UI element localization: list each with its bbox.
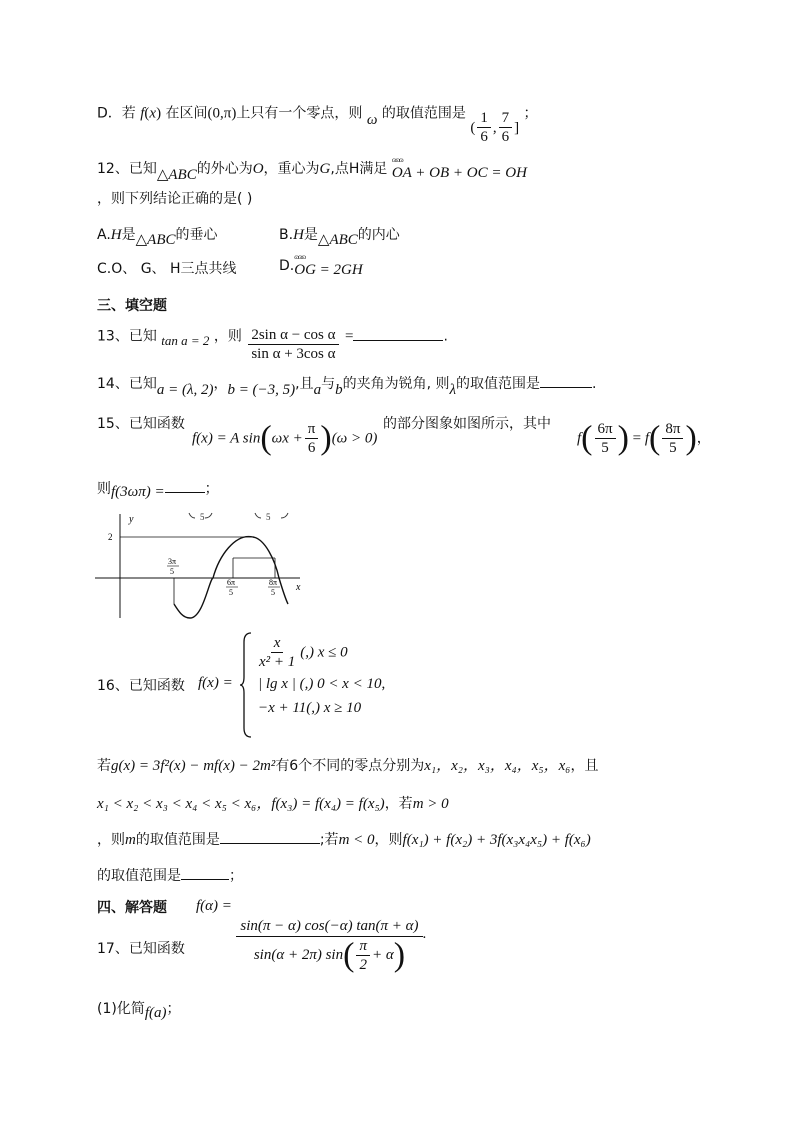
- math-interval: (0,π): [207, 105, 237, 122]
- answer-blank[interactable]: [353, 340, 443, 341]
- math-wx: ωx +: [271, 430, 303, 447]
- text: 的夹角为锐角, 则: [342, 376, 450, 392]
- q14: [97, 373, 734, 398]
- case-expr: | lg x | (,) 0 < x < 10: [258, 676, 382, 692]
- tick-3pi5-den: 5: [170, 567, 174, 576]
- text: 的取值范围是: [97, 868, 181, 884]
- frac-den: 5: [669, 440, 677, 456]
- answer-blank[interactable]: [220, 843, 320, 844]
- text: ，若: [384, 796, 413, 812]
- math-h: H: [293, 227, 304, 243]
- text: ，则: [97, 832, 125, 848]
- math-triangle: △ABC: [156, 167, 197, 183]
- text: 的垂心: [175, 227, 218, 243]
- question-number: 14、已知: [97, 376, 157, 392]
- text: ，则: [213, 328, 242, 345]
- tick-3pi5-num: 3π: [168, 557, 177, 566]
- text: ；: [204, 481, 219, 497]
- math-h: H: [110, 227, 122, 243]
- q16-line-3: [97, 792, 734, 813]
- q11-option-d: D．若 f(x) 在区间(0,π)上只有一个零点，则 ω 的取值范围是 ( $\frac{1}{6}$ , $\frac{7}{6}$ ] ；: [97, 105, 538, 145]
- frac-den: sin(α + 2π) sin( $\frac{\pi}{2}$ + α): [253, 936, 406, 974]
- text: 若: [97, 758, 111, 774]
- tick-8pi5-num: 8π: [269, 578, 278, 587]
- q12-stem-cont: ，则下列结论正确的是( ): [97, 191, 253, 207]
- math-zeros: x₁，x₂，x₃，x₄，x₅，x₆: [424, 758, 571, 774]
- tick-6pi5-num: 6π: [227, 578, 236, 587]
- bracket: ]: [514, 119, 520, 136]
- text: ，: [696, 430, 711, 447]
- svg-text:5: 5: [200, 512, 205, 522]
- math-g: G: [319, 161, 331, 177]
- option-label: D．若: [97, 105, 136, 122]
- den-part: + α: [371, 946, 394, 963]
- text: .: [592, 376, 597, 392]
- x-axis-label: x: [296, 582, 301, 593]
- q15-function: f(x) = A sin(ωx + $\frac{\pi}{6}$ )(ω > 0): [192, 419, 378, 457]
- frac-num: 7: [499, 109, 513, 128]
- section-heading: 三、填空题: [97, 298, 167, 314]
- y-tick-2: 2: [108, 532, 113, 542]
- answer-blank[interactable]: [165, 492, 205, 493]
- text: ,: [381, 676, 386, 692]
- text: ，且: [570, 758, 599, 774]
- text: 是: [303, 227, 318, 243]
- math-f: f: [140, 105, 145, 122]
- math-m-pos: m > 0: [412, 796, 449, 812]
- frac-num: 1: [477, 109, 491, 128]
- q16-line-2: [97, 754, 734, 775]
- math-triangle: △ABC: [135, 232, 176, 248]
- frac-num: π: [356, 937, 370, 956]
- math-ask: f(3ωπ) =: [111, 484, 165, 500]
- q17-fraction: [236, 916, 422, 974]
- text: ，: [213, 376, 228, 392]
- math-m-neg: m < 0: [338, 832, 375, 848]
- frac-num: x: [271, 634, 284, 653]
- frac-den: sin α + 3cos α: [251, 346, 336, 362]
- math-vector-a: a = (λ, 2): [156, 382, 214, 398]
- math-lambda: λ: [449, 382, 457, 398]
- frac-den: 5: [601, 440, 609, 456]
- vector-equation: ɷɷɷ OA + OB + OC = OH: [392, 165, 527, 182]
- math-fx: f(x) =: [198, 675, 233, 691]
- q16-line-5: [97, 865, 734, 885]
- den-part: sin(α + 2π) sin: [253, 946, 344, 963]
- answer-blank[interactable]: [540, 387, 592, 388]
- frac-num: 6π: [595, 420, 616, 439]
- q12-option-b: [279, 224, 400, 248]
- math-triangle: △ABC: [317, 232, 358, 248]
- q13: [97, 318, 734, 362]
- text: 的部分图象如图所示，其中: [383, 416, 551, 432]
- text: 在区间: [165, 105, 208, 122]
- text: .: [422, 926, 427, 942]
- q12-options-cd: [97, 258, 734, 278]
- answer-range: ( $\frac{1}{6}$ , $\frac{7}{6}$ ]: [470, 110, 520, 145]
- text: 的内心: [357, 227, 400, 243]
- part-label: (1)化简: [97, 1001, 145, 1017]
- text: ；: [229, 868, 243, 884]
- q16-case-2: [258, 676, 385, 693]
- math-m: m: [125, 832, 136, 848]
- question-number: 16、已知函数: [97, 678, 185, 694]
- text: ，重心为: [263, 161, 320, 177]
- math-order: x₁ < x₂ < x₃ < x₄ < x₅ < x₆，f(x₃) = f(x₄) = f(x₅): [97, 796, 385, 812]
- q16-label: [97, 675, 185, 695]
- text: ；: [166, 1001, 181, 1017]
- question-number: 13、已知: [97, 328, 157, 345]
- frac-num: π: [305, 420, 319, 439]
- text: 有6个不同的零点分别为: [275, 758, 425, 774]
- paren: (: [470, 119, 476, 136]
- text: 的外心为: [196, 161, 253, 177]
- q12-option-d: [279, 258, 363, 278]
- math-g: g(x) = 3f²(x) − mf(x) − 2m²: [111, 758, 276, 774]
- q16-case-3: [258, 700, 361, 717]
- frac-den: 6: [307, 440, 316, 456]
- math-x: x: [149, 105, 157, 122]
- math-a: a: [313, 382, 322, 398]
- text: ,且: [295, 376, 314, 392]
- math-b: b: [335, 382, 343, 398]
- question-number: 15、已知函数: [97, 416, 185, 432]
- svg-text:5: 5: [266, 512, 271, 522]
- text: 与: [321, 376, 336, 392]
- math-vector-b: b = (−3, 5): [227, 382, 296, 398]
- q17-function: [196, 898, 427, 974]
- case-expr: −x + 11(,) x ≥ 10: [258, 700, 362, 716]
- frac-num: 8π: [662, 420, 683, 439]
- section-heading: 四、解答题: [97, 900, 167, 916]
- case-condition: (,) x ≤ 0: [300, 644, 348, 661]
- math-condition: tan a = 2: [161, 332, 210, 348]
- frac-num: sin(π − α) cos(−α) tan(π + α): [236, 916, 422, 937]
- q15-sine-graph: [95, 508, 310, 620]
- math-fa: f(a): [144, 1005, 167, 1021]
- q15-equality: f( $\frac{6\pi}{5}$ ) = f( $\frac{8\pi}{5}$ )，: [577, 419, 711, 457]
- text: ,点H满足: [330, 161, 388, 177]
- q16-fx: [198, 675, 233, 692]
- text: .: [443, 328, 448, 345]
- equals: =: [344, 328, 354, 345]
- q16-line-4: [97, 829, 734, 849]
- tick-6pi5-den: 5: [229, 588, 233, 597]
- y-axis-label: y: [129, 514, 134, 525]
- option-label: A.: [97, 227, 111, 243]
- question-number: 12、已知: [97, 161, 157, 177]
- frac-den: 6: [501, 129, 510, 145]
- math-falpha: f(α) =: [196, 898, 232, 914]
- q16-case-1: [254, 634, 348, 671]
- math-func: f(x) = A sin: [192, 430, 261, 447]
- answer-blank[interactable]: [181, 879, 229, 880]
- q12-option-c: C.O、 G、 H三点共线: [97, 261, 237, 277]
- frac-den: 6: [480, 129, 488, 145]
- tick-8pi5-den: 5: [271, 588, 275, 597]
- vector-equation: ɷɷɷ OG = 2GH: [294, 262, 362, 279]
- text: ，则: [374, 832, 403, 848]
- q12-options-ab: [97, 224, 734, 248]
- text: 上只有一个零点，则: [236, 105, 363, 122]
- frac-den: 2: [359, 957, 367, 973]
- option-label: B.: [279, 227, 294, 243]
- math-expr: f(x₁) + f(x₂) + 3f(x₃x₄x₅) + f(x₆): [402, 832, 591, 848]
- q12-option-a: [97, 227, 218, 248]
- math-omega: ω: [366, 111, 378, 128]
- text: ；: [523, 105, 538, 122]
- frac-num: 2sin α − cos α: [248, 326, 338, 345]
- frac-den: x² + 1: [259, 654, 296, 670]
- math-o: O: [252, 161, 264, 177]
- text: 的取值范围是: [135, 832, 220, 848]
- math-cond: (ω > 0): [331, 430, 378, 447]
- q17-part1: [97, 998, 734, 1021]
- question-number: 17、已知函数: [97, 941, 185, 957]
- option-label: D.: [279, 258, 295, 274]
- text: 则: [97, 481, 111, 497]
- text: 是: [121, 227, 136, 243]
- text: 的取值范围是: [381, 105, 466, 122]
- q12-stem: [97, 158, 734, 183]
- q15-ask: [97, 478, 734, 498]
- piecewise-brace: [240, 632, 252, 738]
- text: 的取值范围是: [456, 376, 541, 392]
- text: ;若: [319, 832, 339, 848]
